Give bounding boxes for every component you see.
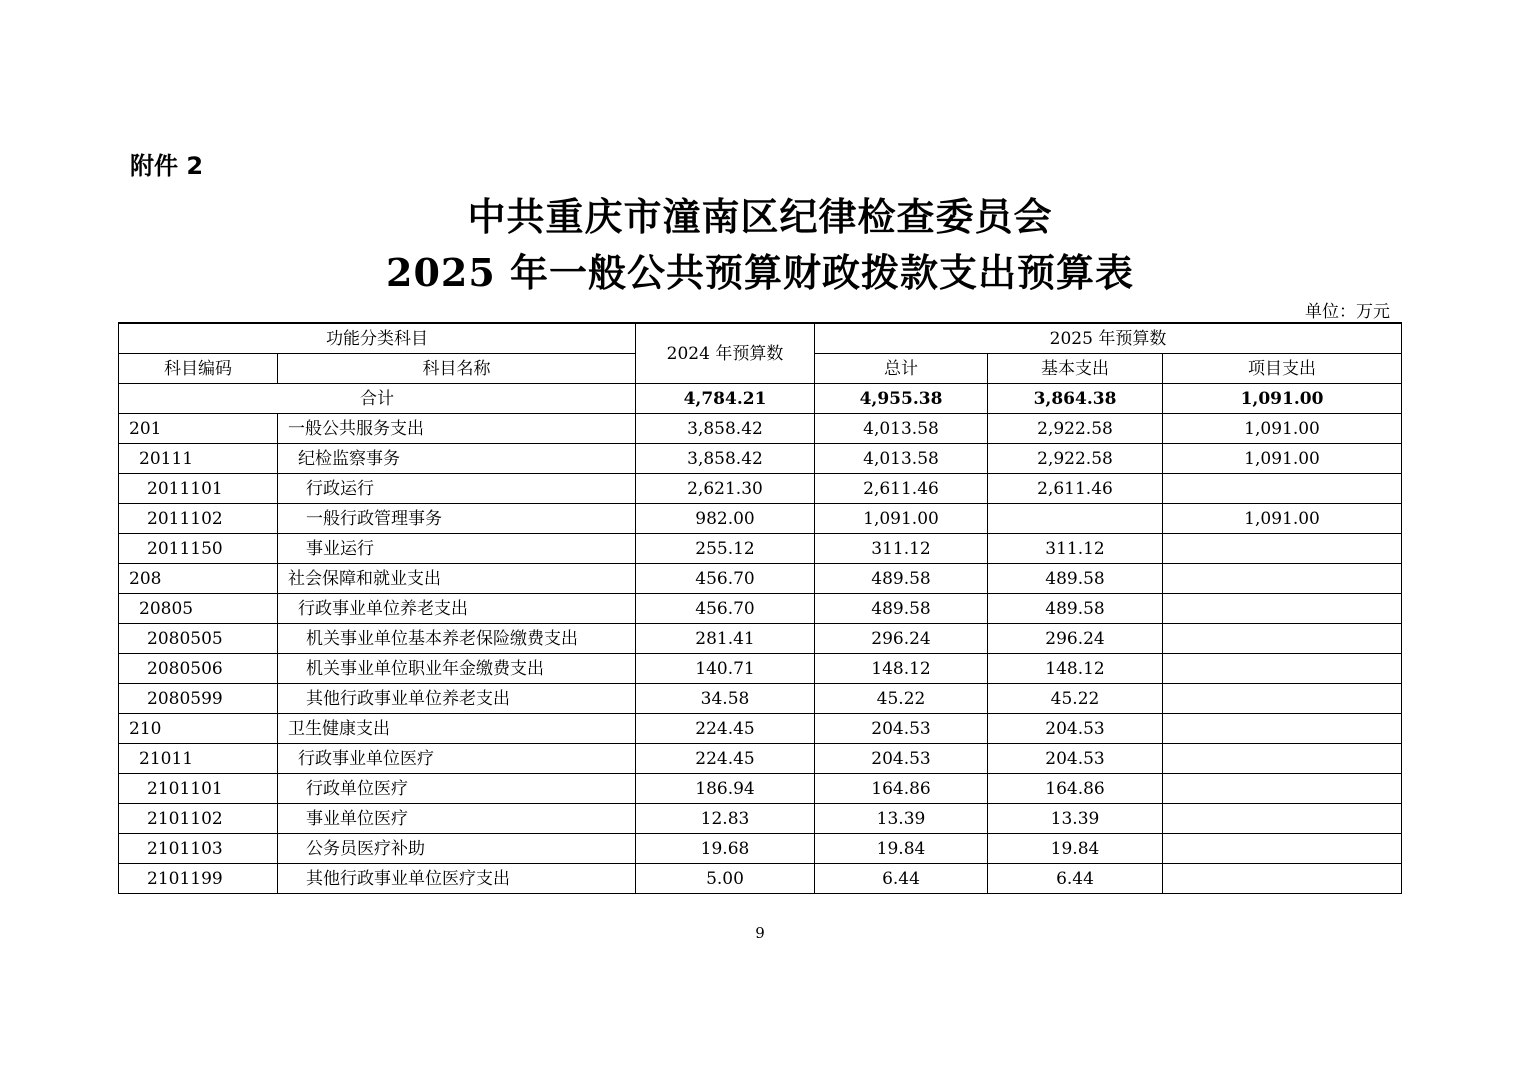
- row-name: 卫生健康支出: [278, 714, 636, 744]
- table-row: [119, 864, 1402, 894]
- table-row: [119, 444, 1402, 474]
- row-budget-2025-total: 489.58: [815, 564, 988, 594]
- row-code: 2011150: [119, 534, 278, 564]
- table-row: [119, 594, 1402, 624]
- attachment-label: 附件 2: [130, 152, 204, 180]
- total-row: [119, 384, 1402, 414]
- row-code: 20805: [119, 594, 278, 624]
- row-name: 事业运行: [278, 534, 636, 564]
- row-budget-2025-basic: 148.12: [988, 654, 1163, 684]
- row-name: 事业单位医疗: [278, 804, 636, 834]
- row-budget-2025-basic: 2,922.58: [988, 444, 1163, 474]
- row-budget-2025-project: [1163, 474, 1402, 504]
- row-budget-2025-total: 489.58: [815, 594, 988, 624]
- row-budget-2024: 12.83: [636, 804, 815, 834]
- table-row: [119, 474, 1402, 504]
- row-name: 行政运行: [278, 474, 636, 504]
- row-budget-2025-total: 19.84: [815, 834, 988, 864]
- row-name: 社会保障和就业支出: [278, 564, 636, 594]
- row-budget-2024: 255.12: [636, 534, 815, 564]
- header-functional-category: 功能分类科目: [119, 323, 636, 354]
- row-budget-2025-project: [1163, 564, 1402, 594]
- table-row: [119, 504, 1402, 534]
- table-row: [119, 774, 1402, 804]
- row-budget-2025-project: [1163, 594, 1402, 624]
- row-budget-2025-project: [1163, 804, 1402, 834]
- row-budget-2025-project: [1163, 654, 1402, 684]
- total-budget-2025-basic: 3,864.38: [988, 384, 1163, 414]
- row-budget-2025-total: 4,013.58: [815, 414, 988, 444]
- row-budget-2025-total: 4,013.58: [815, 444, 988, 474]
- row-budget-2025-total: 296.24: [815, 624, 988, 654]
- row-budget-2024: 281.41: [636, 624, 815, 654]
- row-name: 行政事业单位医疗: [278, 744, 636, 774]
- row-budget-2025-project: 1,091.00: [1163, 414, 1402, 444]
- row-budget-2025-basic: 45.22: [988, 684, 1163, 714]
- row-budget-2025-basic: 164.86: [988, 774, 1163, 804]
- row-budget-2025-total: 2,611.46: [815, 474, 988, 504]
- table-row: [119, 414, 1402, 444]
- row-code: 21011: [119, 744, 278, 774]
- row-budget-2024: 2,621.30: [636, 474, 815, 504]
- row-budget-2025-basic: 13.39: [988, 804, 1163, 834]
- row-budget-2025-total: 204.53: [815, 714, 988, 744]
- total-budget-2025-total: 4,955.38: [815, 384, 988, 414]
- header-code: 科目编码: [119, 354, 278, 384]
- table-row: [119, 714, 1402, 744]
- row-budget-2025-project: [1163, 684, 1402, 714]
- table-row: [119, 834, 1402, 864]
- document-title-line2: 2025 年一般公共预算财政拨款支出预算表: [386, 250, 1134, 295]
- row-name: 一般公共服务支出: [278, 414, 636, 444]
- row-budget-2024: 982.00: [636, 504, 815, 534]
- row-budget-2025-total: 148.12: [815, 654, 988, 684]
- row-budget-2024: 3,858.42: [636, 414, 815, 444]
- header-project: 项目支出: [1163, 354, 1402, 384]
- row-budget-2025-project: 1,091.00: [1163, 444, 1402, 474]
- row-budget-2024: 3,858.42: [636, 444, 815, 474]
- header-budget-2025: 2025 年预算数: [815, 323, 1402, 354]
- row-code: 2101199: [119, 864, 278, 894]
- row-code: 2080599: [119, 684, 278, 714]
- row-name: 其他行政事业单位养老支出: [278, 684, 636, 714]
- row-code: 210: [119, 714, 278, 744]
- row-budget-2025-basic: 489.58: [988, 564, 1163, 594]
- row-budget-2024: 456.70: [636, 594, 815, 624]
- row-budget-2024: 140.71: [636, 654, 815, 684]
- header-basic: 基本支出: [988, 354, 1163, 384]
- row-code: 2080505: [119, 624, 278, 654]
- row-name: 行政单位医疗: [278, 774, 636, 804]
- row-budget-2024: 224.45: [636, 714, 815, 744]
- total-budget-2025-project: 1,091.00: [1163, 384, 1402, 414]
- table-row: [119, 804, 1402, 834]
- row-budget-2025-project: [1163, 744, 1402, 774]
- row-name: 其他行政事业单位医疗支出: [278, 864, 636, 894]
- unit-label: 单位：万元: [1305, 302, 1390, 322]
- row-budget-2025-basic: 489.58: [988, 594, 1163, 624]
- table-row: [119, 624, 1402, 654]
- table-row: [119, 534, 1402, 564]
- row-code: 208: [119, 564, 278, 594]
- row-name: 行政事业单位养老支出: [278, 594, 636, 624]
- row-budget-2025-basic: 2,922.58: [988, 414, 1163, 444]
- row-budget-2025-total: 6.44: [815, 864, 988, 894]
- row-budget-2025-total: 45.22: [815, 684, 988, 714]
- row-budget-2024: 186.94: [636, 774, 815, 804]
- row-budget-2025-basic: 204.53: [988, 714, 1163, 744]
- row-budget-2025-basic: [988, 504, 1163, 534]
- row-code: 2101103: [119, 834, 278, 864]
- header-total: 总计: [815, 354, 988, 384]
- row-code: 201: [119, 414, 278, 444]
- header-name: 科目名称: [278, 354, 636, 384]
- row-budget-2025-project: [1163, 834, 1402, 864]
- row-budget-2025-total: 164.86: [815, 774, 988, 804]
- row-budget-2025-basic: 204.53: [988, 744, 1163, 774]
- row-code: 20111: [119, 444, 278, 474]
- row-budget-2025-project: [1163, 864, 1402, 894]
- row-budget-2024: 224.45: [636, 744, 815, 774]
- row-code: 2011102: [119, 504, 278, 534]
- budget-table: [118, 322, 1402, 894]
- total-label: 合计: [119, 384, 636, 414]
- row-budget-2025-basic: 311.12: [988, 534, 1163, 564]
- row-code: 2080506: [119, 654, 278, 684]
- table-row: [119, 744, 1402, 774]
- row-budget-2025-project: [1163, 714, 1402, 744]
- row-budget-2025-total: 311.12: [815, 534, 988, 564]
- row-code: 2101101: [119, 774, 278, 804]
- row-budget-2025-total: 1,091.00: [815, 504, 988, 534]
- row-budget-2025-basic: 2,611.46: [988, 474, 1163, 504]
- row-budget-2024: 5.00: [636, 864, 815, 894]
- row-budget-2024: 456.70: [636, 564, 815, 594]
- table-row: [119, 654, 1402, 684]
- table-row: [119, 684, 1402, 714]
- row-budget-2025-basic: 6.44: [988, 864, 1163, 894]
- row-code: 2011101: [119, 474, 278, 504]
- row-name: 公务员医疗补助: [278, 834, 636, 864]
- row-budget-2025-basic: 19.84: [988, 834, 1163, 864]
- row-name: 机关事业单位基本养老保险缴费支出: [278, 624, 636, 654]
- row-budget-2025-project: [1163, 534, 1402, 564]
- row-budget-2025-project: [1163, 624, 1402, 654]
- row-budget-2025-basic: 296.24: [988, 624, 1163, 654]
- row-name: 纪检监察事务: [278, 444, 636, 474]
- row-name: 机关事业单位职业年金缴费支出: [278, 654, 636, 684]
- row-budget-2024: 34.58: [636, 684, 815, 714]
- row-budget-2025-project: [1163, 774, 1402, 804]
- document-title-line1: 中共重庆市潼南区纪律检查委员会: [467, 194, 1053, 239]
- table-row: [119, 564, 1402, 594]
- row-budget-2024: 19.68: [636, 834, 815, 864]
- row-code: 2101102: [119, 804, 278, 834]
- row-budget-2025-project: 1,091.00: [1163, 504, 1402, 534]
- row-budget-2025-total: 204.53: [815, 744, 988, 774]
- header-budget-2024: 2024 年预算数: [636, 323, 815, 384]
- page-number: 9: [755, 924, 765, 942]
- row-budget-2025-total: 13.39: [815, 804, 988, 834]
- total-budget-2024: 4,784.21: [636, 384, 815, 414]
- row-name: 一般行政管理事务: [278, 504, 636, 534]
